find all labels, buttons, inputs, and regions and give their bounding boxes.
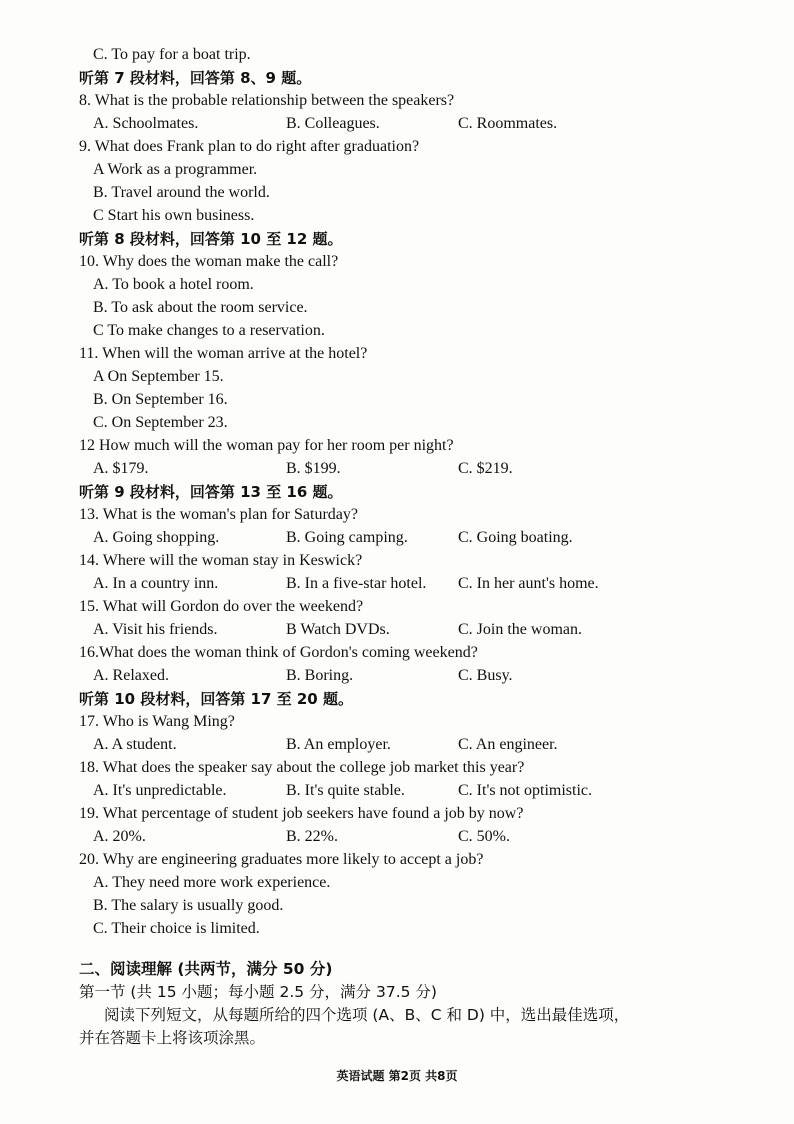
option-10b: B. To ask about the room service.: [93, 299, 308, 316]
option-19a: A. 20%.: [93, 828, 146, 845]
option-8c: C. Roommates.: [458, 115, 558, 132]
option-7c: C. To pay for a boat trip.: [93, 46, 251, 63]
option-11b: B. On September 16.: [93, 391, 228, 408]
option-15b: B Watch DVDs.: [286, 621, 390, 638]
question-20: 20. Why are engineering graduates more likely to accept a job?: [79, 851, 484, 868]
option-15a: A. Visit his friends.: [93, 621, 218, 638]
option-17a: A. A student.: [93, 736, 177, 753]
option-14a: A. In a country inn.: [93, 575, 219, 592]
instructions-line-1: 阅读下列短文，从每题所给的四个选项 (A、B、C 和 D) 中，选出最佳选项，: [104, 1006, 630, 1024]
option-13b: B. Going camping.: [286, 529, 408, 546]
page-footer: 英语试题 第2页 共8页: [336, 1069, 458, 1083]
option-16a: A. Relaxed.: [93, 667, 169, 684]
question-9: 9. What does Frank plan to do right after graduation?: [79, 138, 420, 155]
question-11: 11. When will the woman arrive at the hotel?: [79, 345, 368, 362]
question-17: 17. Who is Wang Ming?: [79, 713, 235, 730]
option-12c: C. $219.: [458, 460, 513, 477]
option-10c: C To make changes to a reservation.: [93, 322, 325, 339]
question-19: 19. What percentage of student job seekers have found a job by now?: [79, 805, 524, 822]
option-14c: C. In her aunt's home.: [458, 575, 599, 592]
option-13a: A. Going shopping.: [93, 529, 220, 546]
option-20b: B. The salary is usually good.: [93, 897, 284, 914]
option-9c: C Start his own business.: [93, 207, 255, 224]
question-16: 16.What does the woman think of Gordon's coming weekend?: [79, 644, 478, 661]
option-17b: B. An employer.: [286, 736, 391, 753]
option-20c: C. Their choice is limited.: [93, 920, 260, 937]
section-one-heading: 第一节 (共 15 小题；每小题 2.5 分，满分 37.5 分): [79, 983, 437, 1001]
section-header-8: 听第 8 段材料，回答第 10 至 12 题。: [79, 230, 343, 248]
option-16b: B. Boring.: [286, 667, 354, 684]
option-11c: C. On September 23.: [93, 414, 228, 431]
option-18c: C. It's not optimistic.: [458, 782, 592, 799]
question-13: 13. What is the woman's plan for Saturday?: [79, 506, 358, 523]
option-11a: A On September 15.: [93, 368, 224, 385]
option-17c: C. An engineer.: [458, 736, 558, 753]
section-header-7: 听第 7 段材料，回答第 8、9 题。: [79, 69, 312, 87]
option-14b: B. In a five-star hotel.: [286, 575, 427, 592]
question-10: 10. Why does the woman make the call?: [79, 253, 339, 270]
question-12: 12 How much will the woman pay for her room per night?: [79, 437, 454, 454]
option-19b: B. 22%.: [286, 828, 338, 845]
section-header-9: 听第 9 段材料，回答第 13 至 16 题。: [79, 483, 343, 501]
option-9a: A Work as a programmer.: [93, 161, 258, 178]
option-10a: A. To book a hotel room.: [93, 276, 254, 293]
option-20a: A. They need more work experience.: [93, 874, 331, 891]
option-8b: B. Colleagues.: [286, 115, 380, 132]
option-19c: C. 50%.: [458, 828, 510, 845]
option-9b: B. Travel around the world.: [93, 184, 270, 201]
option-18a: A. It's unpredictable.: [93, 782, 227, 799]
option-13c: C. Going boating.: [458, 529, 573, 546]
option-18b: B. It's quite stable.: [286, 782, 405, 799]
option-15c: C. Join the woman.: [458, 621, 582, 638]
question-14: 14. Where will the woman stay in Keswick?: [79, 552, 363, 569]
question-18: 18. What does the speaker say about the college job market this year?: [79, 759, 525, 776]
section-header-10: 听第 10 段材料，回答第 17 至 20 题。: [79, 690, 353, 708]
instructions-line-2: 并在答题卡上将该项涂黑。: [79, 1029, 266, 1047]
option-8a: A. Schoolmates.: [93, 115, 199, 132]
option-16c: C. Busy.: [458, 667, 513, 684]
part-two-heading: 二、阅读理解 (共两节，满分 50 分): [79, 960, 333, 978]
option-12b: B. $199.: [286, 460, 341, 477]
option-12a: A. $179.: [93, 460, 149, 477]
question-8: 8. What is the probable relationship between the speakers?: [79, 92, 455, 109]
question-15: 15. What will Gordon do over the weekend?: [79, 598, 364, 615]
